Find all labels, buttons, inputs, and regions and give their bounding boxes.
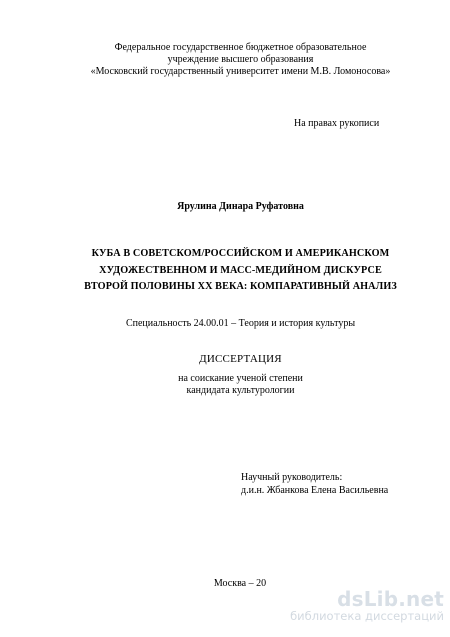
dslib-caption: библиотека диссертаций bbox=[290, 609, 444, 623]
dissertation-title bbox=[0, 246, 450, 296]
degree-line: на соискание ученой степени bbox=[178, 373, 303, 384]
supervisor-label: Научный руководитель: bbox=[241, 472, 343, 483]
organization-line: учреждение высшего образования bbox=[167, 54, 314, 65]
supervisor-block bbox=[241, 471, 388, 497]
organization-line: Федеральное государственное бюджетное образовательное bbox=[114, 42, 367, 53]
title-line: ВТОРОЙ ПОЛОВИНЫ ХХ ВЕКА: КОМПАРАТИВНЫЙ АНАЛИЗ bbox=[84, 281, 397, 292]
author-name: Ярулина Динара Руфатовна bbox=[177, 201, 304, 212]
supervisor-name: д.и.н. Жбанкова Елена Васильевна bbox=[241, 485, 389, 496]
document-type: ДИССЕРТАЦИЯ bbox=[199, 353, 282, 365]
dslib-watermark bbox=[290, 588, 444, 623]
organization-line: «Московский государственный университет имени М.В. Ломоносова» bbox=[90, 66, 391, 77]
dslib-logo: dsLib.net bbox=[337, 587, 444, 611]
city-year: Москва – 20 bbox=[213, 578, 267, 589]
title-line: КУБА В СОВЕТСКОМ/РОССИЙСКОМ И АМЕРИКАНСКОМ bbox=[91, 248, 390, 259]
rights-note: На правах рукописи bbox=[294, 118, 380, 129]
organization-header bbox=[0, 42, 450, 78]
degree-line: кандидата культурологии bbox=[186, 385, 295, 396]
specialty-line: Специальность 24.00.01 – Теория и история культуры bbox=[125, 318, 356, 329]
title-line: ХУДОЖЕСТВЕННОМ И МАСС-МЕДИЙНОМ ДИСКУРСЕ bbox=[99, 264, 382, 276]
degree-purpose bbox=[0, 373, 450, 397]
